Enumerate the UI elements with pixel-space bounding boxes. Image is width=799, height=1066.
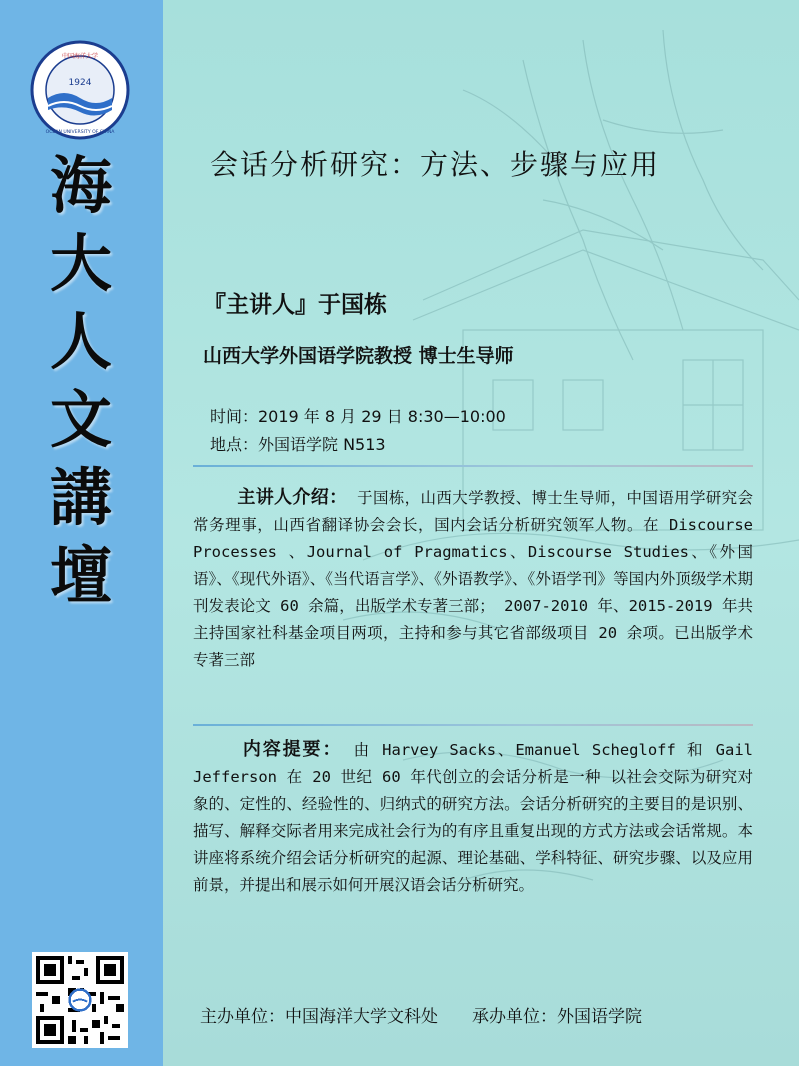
section-divider — [193, 465, 753, 467]
section-divider — [193, 724, 753, 726]
speaker-affiliation: 山西大学外国语学院教授 博士生导师 — [203, 345, 514, 367]
vertical-title-char: 文 — [49, 383, 112, 456]
abstract-label: 内容提要： — [241, 739, 343, 760]
intro-text: 于国栋，山西大学教授、博士生导师，中国语用学研究会常务理事，山西省翻译协会会长，国内会话分析研究领军人物。在 Discourse Processes 、Journal of Pragmatics、Discourse Studies、《外国语》、《现代外语》、《当代语言学》、《外语教学》、《外语学刊》等国内外顶级学术期刊发表论文 60 余篇，出版学术专著三部； 2007-2010 年、2015-2019 年共主持国家社科基金项目两项，主持和参与其它省部级项目 20 余项。已出版学术专著三部 — [193, 489, 753, 669]
lecture-time: 时间：2019 年 8 月 29 日 8:30—10:00 — [210, 407, 506, 426]
university-logo — [30, 40, 130, 140]
speaker-name: 『主讲人』于国栋 — [203, 291, 387, 318]
vertical-title-char: 壇 — [49, 539, 112, 612]
vertical-title-char: 人 — [49, 305, 112, 378]
abstract-text: 由 Harvey Sacks、Emanuel Schegloff 和 Gail Jefferson 在 20 世纪 60 年代创立的会话分析是一种 以社会交际为研究对象的、定性的、经验性的、归纳式的研究方法。会话分析研究的主要目的是识别、描写、解释交际者用来完成社会行为的有序且重复出现的方式方法或会话常规。本讲座将系统介绍会话分析研究的起源、理论基础、学科特征、研究步骤、以及应用前景，并提出和展示如何开展汉语会话分析研究。 — [193, 741, 753, 894]
qr-code[interactable] — [32, 952, 128, 1048]
organizers: 主办单位：中国海洋大学文科处 承办单位：外国语学院 — [200, 1007, 642, 1027]
vertical-title-char: 大 — [49, 227, 112, 300]
intro-label: 主讲人介绍： — [237, 487, 348, 508]
content-abstract — [193, 736, 753, 899]
vertical-title-char: 海 — [49, 149, 112, 222]
vertical-title-char: 講 — [49, 461, 112, 534]
logo-name-en: OCEAN UNIVERSITY OF CHINA — [45, 130, 115, 135]
logo-year: 1924 — [68, 78, 92, 88]
lecture-location: 地点：外国语学院 N513 — [210, 435, 386, 454]
speaker-introduction — [193, 484, 753, 674]
logo-name-cn: 中国海洋大学 — [61, 53, 99, 60]
lecture-title: 会话分析研究：方法、步骤与应用 — [210, 148, 661, 181]
sidebar — [0, 0, 163, 1066]
